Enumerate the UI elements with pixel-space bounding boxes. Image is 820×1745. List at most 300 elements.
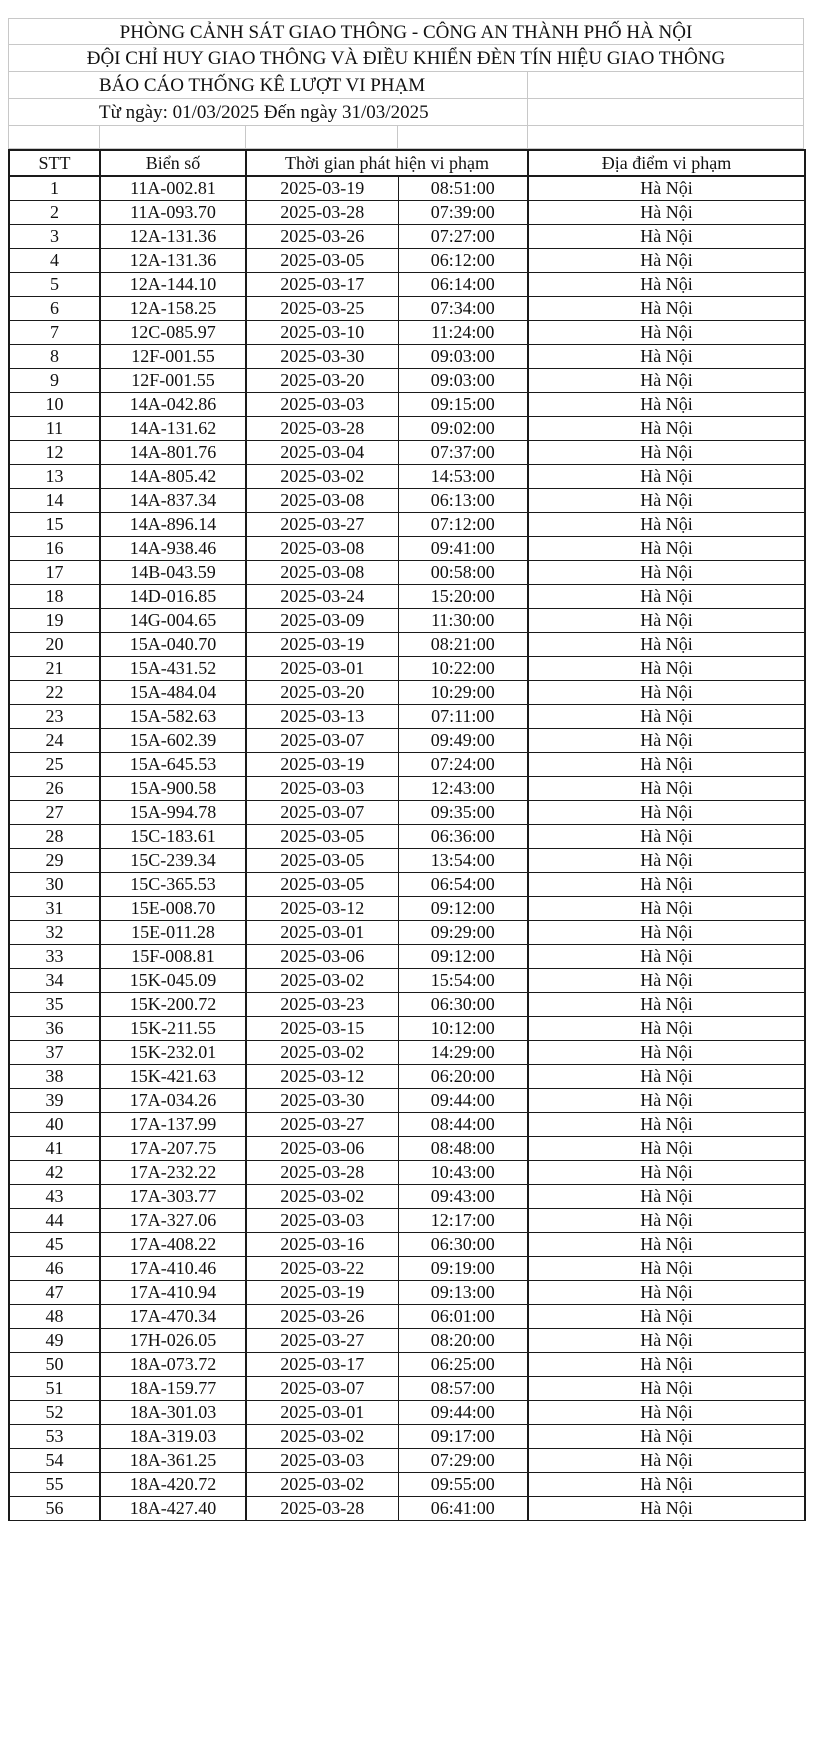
row-time: 06:25:00 <box>398 1352 528 1376</box>
table-row <box>9 1400 805 1424</box>
row-index: 43 <box>9 1184 100 1208</box>
row-date: 2025-03-02 <box>246 1472 398 1496</box>
row-date: 2025-03-01 <box>246 920 398 944</box>
table-row <box>9 944 805 968</box>
row-plate: 17A-470.34 <box>100 1304 246 1328</box>
row-plate: 15K-045.09 <box>100 968 246 992</box>
row-location: Hà Nội <box>528 824 805 848</box>
row-time: 07:11:00 <box>398 704 528 728</box>
row-time: 10:12:00 <box>398 1016 528 1040</box>
row-date: 2025-03-17 <box>246 272 398 296</box>
row-index: 25 <box>9 752 100 776</box>
row-plate: 12A-158.25 <box>100 296 246 320</box>
row-index: 31 <box>9 896 100 920</box>
row-time: 06:13:00 <box>398 488 528 512</box>
row-time: 10:22:00 <box>398 656 528 680</box>
row-plate: 17A-410.46 <box>100 1256 246 1280</box>
row-index: 53 <box>9 1424 100 1448</box>
row-plate: 17A-410.94 <box>100 1280 246 1304</box>
row-date: 2025-03-12 <box>246 1064 398 1088</box>
table-row <box>9 608 805 632</box>
row-location: Hà Nội <box>528 1304 805 1328</box>
row-time: 08:48:00 <box>398 1136 528 1160</box>
column-header-detected-time: Thời gian phát hiện vi phạm <box>246 150 528 176</box>
row-time: 07:29:00 <box>398 1448 528 1472</box>
row-date: 2025-03-02 <box>246 1184 398 1208</box>
table-row <box>9 224 805 248</box>
column-header-index: STT <box>9 150 100 176</box>
table-row <box>9 584 805 608</box>
table-row <box>9 200 805 224</box>
row-index: 51 <box>9 1376 100 1400</box>
table-row <box>9 512 805 536</box>
row-date: 2025-03-08 <box>246 560 398 584</box>
row-location: Hà Nội <box>528 464 805 488</box>
row-time: 06:20:00 <box>398 1064 528 1088</box>
row-plate: 17A-207.75 <box>100 1136 246 1160</box>
row-plate: 15A-602.39 <box>100 728 246 752</box>
row-plate: 12A-131.36 <box>100 224 246 248</box>
row-time: 13:54:00 <box>398 848 528 872</box>
grid-line <box>99 126 100 148</box>
row-plate: 15F-008.81 <box>100 944 246 968</box>
row-time: 09:03:00 <box>398 368 528 392</box>
row-location: Hà Nội <box>528 224 805 248</box>
table-row <box>9 896 805 920</box>
row-location: Hà Nội <box>528 344 805 368</box>
row-plate: 11A-002.81 <box>100 176 246 200</box>
table-row <box>9 680 805 704</box>
row-plate: 14A-131.62 <box>100 416 246 440</box>
row-date: 2025-03-07 <box>246 728 398 752</box>
row-date: 2025-03-07 <box>246 800 398 824</box>
row-location: Hà Nội <box>528 800 805 824</box>
table-row <box>9 1496 805 1520</box>
row-index: 46 <box>9 1256 100 1280</box>
row-plate: 14B-043.59 <box>100 560 246 584</box>
row-plate: 18A-159.77 <box>100 1376 246 1400</box>
row-date: 2025-03-03 <box>246 776 398 800</box>
table-row <box>9 848 805 872</box>
grid-line <box>397 126 398 148</box>
row-time: 07:37:00 <box>398 440 528 464</box>
row-plate: 14A-801.76 <box>100 440 246 464</box>
row-location: Hà Nội <box>528 1160 805 1184</box>
row-date: 2025-03-02 <box>246 1040 398 1064</box>
violation-table <box>8 149 806 1521</box>
table-row <box>9 1352 805 1376</box>
row-location: Hà Nội <box>528 632 805 656</box>
row-time: 06:54:00 <box>398 872 528 896</box>
row-date: 2025-03-17 <box>246 1352 398 1376</box>
row-location: Hà Nội <box>528 368 805 392</box>
row-index: 16 <box>9 536 100 560</box>
row-index: 11 <box>9 416 100 440</box>
row-plate: 14A-896.14 <box>100 512 246 536</box>
header-row-1 <box>8 18 804 45</box>
row-time: 06:36:00 <box>398 824 528 848</box>
row-location: Hà Nội <box>528 656 805 680</box>
row-location: Hà Nội <box>528 1424 805 1448</box>
table-row <box>9 440 805 464</box>
row-location: Hà Nội <box>528 1232 805 1256</box>
row-plate: 17A-303.77 <box>100 1184 246 1208</box>
row-time: 09:55:00 <box>398 1472 528 1496</box>
row-plate: 15E-011.28 <box>100 920 246 944</box>
row-time: 09:49:00 <box>398 728 528 752</box>
row-plate: 15A-645.53 <box>100 752 246 776</box>
row-plate: 14A-805.42 <box>100 464 246 488</box>
row-plate: 12F-001.55 <box>100 344 246 368</box>
row-date: 2025-03-20 <box>246 368 398 392</box>
row-location: Hà Nội <box>528 1400 805 1424</box>
row-plate: 14A-938.46 <box>100 536 246 560</box>
header-row-empty <box>8 126 804 149</box>
row-time: 00:58:00 <box>398 560 528 584</box>
table-row <box>9 800 805 824</box>
row-index: 41 <box>9 1136 100 1160</box>
row-index: 17 <box>9 560 100 584</box>
row-plate: 15A-040.70 <box>100 632 246 656</box>
row-index: 3 <box>9 224 100 248</box>
row-plate: 14A-042.86 <box>100 392 246 416</box>
row-plate: 12A-144.10 <box>100 272 246 296</box>
row-index: 18 <box>9 584 100 608</box>
table-row <box>9 656 805 680</box>
row-location: Hà Nội <box>528 440 805 464</box>
row-date: 2025-03-19 <box>246 1280 398 1304</box>
row-index: 7 <box>9 320 100 344</box>
row-time: 09:35:00 <box>398 800 528 824</box>
row-date: 2025-03-05 <box>246 872 398 896</box>
row-index: 10 <box>9 392 100 416</box>
row-time: 09:12:00 <box>398 944 528 968</box>
row-index: 28 <box>9 824 100 848</box>
table-row <box>9 1112 805 1136</box>
row-location: Hà Nội <box>528 1016 805 1040</box>
table-row <box>9 1088 805 1112</box>
row-time: 09:03:00 <box>398 344 528 368</box>
table-row <box>9 416 805 440</box>
row-plate: 15A-994.78 <box>100 800 246 824</box>
row-date: 2025-03-09 <box>246 608 398 632</box>
table-row <box>9 752 805 776</box>
org-line-2: ĐỘI CHỈ HUY GIAO THÔNG VÀ ĐIỀU KHIỂN ĐÈN TÍN HIỆU GIAO THÔNG <box>86 48 726 69</box>
table-row <box>9 1208 805 1232</box>
row-plate: 15A-431.52 <box>100 656 246 680</box>
grid-line <box>527 99 528 125</box>
table-row <box>9 1472 805 1496</box>
row-location: Hà Nội <box>528 560 805 584</box>
row-index: 2 <box>9 200 100 224</box>
row-index: 22 <box>9 680 100 704</box>
row-location: Hà Nội <box>528 1208 805 1232</box>
row-time: 10:43:00 <box>398 1160 528 1184</box>
row-time: 15:54:00 <box>398 968 528 992</box>
row-time: 14:29:00 <box>398 1040 528 1064</box>
row-date: 2025-03-02 <box>246 1424 398 1448</box>
row-time: 09:13:00 <box>398 1280 528 1304</box>
row-location: Hà Nội <box>528 872 805 896</box>
row-plate: 15A-484.04 <box>100 680 246 704</box>
row-plate: 18A-073.72 <box>100 1352 246 1376</box>
table-row <box>9 1232 805 1256</box>
row-index: 55 <box>9 1472 100 1496</box>
row-index: 14 <box>9 488 100 512</box>
row-date: 2025-03-03 <box>246 1448 398 1472</box>
row-index: 38 <box>9 1064 100 1088</box>
row-time: 09:19:00 <box>398 1256 528 1280</box>
row-index: 9 <box>9 368 100 392</box>
row-index: 39 <box>9 1088 100 1112</box>
row-plate: 18A-319.03 <box>100 1424 246 1448</box>
row-index: 12 <box>9 440 100 464</box>
row-time: 07:12:00 <box>398 512 528 536</box>
row-location: Hà Nội <box>528 1136 805 1160</box>
table-row <box>9 1424 805 1448</box>
row-index: 54 <box>9 1448 100 1472</box>
row-date: 2025-03-26 <box>246 1304 398 1328</box>
row-date: 2025-03-26 <box>246 224 398 248</box>
row-date: 2025-03-08 <box>246 536 398 560</box>
table-header-row <box>9 150 805 176</box>
row-date: 2025-03-24 <box>246 584 398 608</box>
row-time: 09:41:00 <box>398 536 528 560</box>
row-time: 09:17:00 <box>398 1424 528 1448</box>
row-date: 2025-03-01 <box>246 1400 398 1424</box>
row-date: 2025-03-19 <box>246 176 398 200</box>
row-index: 23 <box>9 704 100 728</box>
table-row <box>9 1160 805 1184</box>
row-plate: 12F-001.55 <box>100 368 246 392</box>
row-time: 11:30:00 <box>398 608 528 632</box>
row-plate: 12C-085.97 <box>100 320 246 344</box>
row-index: 20 <box>9 632 100 656</box>
row-location: Hà Nội <box>528 272 805 296</box>
row-index: 42 <box>9 1160 100 1184</box>
row-index: 1 <box>9 176 100 200</box>
row-plate: 15K-232.01 <box>100 1040 246 1064</box>
column-header-location: Địa điểm vi phạm <box>528 150 805 176</box>
row-plate: 15A-582.63 <box>100 704 246 728</box>
column-header-plate: Biển số <box>100 150 246 176</box>
row-plate: 14D-016.85 <box>100 584 246 608</box>
row-location: Hà Nội <box>528 752 805 776</box>
row-time: 06:41:00 <box>398 1496 528 1520</box>
row-location: Hà Nội <box>528 1112 805 1136</box>
date-range: Từ ngày: 01/03/2025 Đến ngày 31/03/2025 <box>99 102 429 123</box>
row-index: 34 <box>9 968 100 992</box>
row-plate: 18A-361.25 <box>100 1448 246 1472</box>
row-location: Hà Nội <box>528 488 805 512</box>
row-location: Hà Nội <box>528 1088 805 1112</box>
row-date: 2025-03-01 <box>246 656 398 680</box>
row-time: 08:57:00 <box>398 1376 528 1400</box>
row-location: Hà Nội <box>528 536 805 560</box>
table-row <box>9 1136 805 1160</box>
row-location: Hà Nội <box>528 968 805 992</box>
table-row <box>9 1376 805 1400</box>
row-location: Hà Nội <box>528 776 805 800</box>
row-location: Hà Nội <box>528 608 805 632</box>
row-plate: 15A-900.58 <box>100 776 246 800</box>
row-index: 8 <box>9 344 100 368</box>
row-time: 11:24:00 <box>398 320 528 344</box>
row-plate: 15C-183.61 <box>100 824 246 848</box>
row-location: Hà Nội <box>528 1040 805 1064</box>
row-index: 44 <box>9 1208 100 1232</box>
table-row <box>9 1280 805 1304</box>
row-date: 2025-03-12 <box>246 896 398 920</box>
table-row <box>9 464 805 488</box>
row-time: 12:43:00 <box>398 776 528 800</box>
row-index: 30 <box>9 872 100 896</box>
row-index: 48 <box>9 1304 100 1328</box>
row-index: 49 <box>9 1328 100 1352</box>
row-plate: 15E-008.70 <box>100 896 246 920</box>
row-location: Hà Nội <box>528 1496 805 1520</box>
row-location: Hà Nội <box>528 1376 805 1400</box>
table-row <box>9 1040 805 1064</box>
row-plate: 17A-232.22 <box>100 1160 246 1184</box>
row-index: 33 <box>9 944 100 968</box>
row-time: 15:20:00 <box>398 584 528 608</box>
row-date: 2025-03-16 <box>246 1232 398 1256</box>
row-date: 2025-03-27 <box>246 512 398 536</box>
header-row-4 <box>8 99 804 126</box>
table-row <box>9 368 805 392</box>
row-location: Hà Nội <box>528 1064 805 1088</box>
row-plate: 17H-026.05 <box>100 1328 246 1352</box>
row-plate: 11A-093.70 <box>100 200 246 224</box>
row-date: 2025-03-08 <box>246 488 398 512</box>
row-plate: 15K-211.55 <box>100 1016 246 1040</box>
row-location: Hà Nội <box>528 1472 805 1496</box>
row-date: 2025-03-06 <box>246 944 398 968</box>
row-plate: 17A-137.99 <box>100 1112 246 1136</box>
row-date: 2025-03-07 <box>246 1376 398 1400</box>
table-row <box>9 536 805 560</box>
row-time: 07:27:00 <box>398 224 528 248</box>
row-date: 2025-03-15 <box>246 1016 398 1040</box>
row-date: 2025-03-04 <box>246 440 398 464</box>
row-time: 07:24:00 <box>398 752 528 776</box>
table-row <box>9 728 805 752</box>
table-row <box>9 1184 805 1208</box>
row-index: 24 <box>9 728 100 752</box>
table-row <box>9 176 805 200</box>
row-location: Hà Nội <box>528 416 805 440</box>
row-date: 2025-03-23 <box>246 992 398 1016</box>
row-time: 06:30:00 <box>398 992 528 1016</box>
row-index: 47 <box>9 1280 100 1304</box>
row-index: 40 <box>9 1112 100 1136</box>
row-location: Hà Nội <box>528 704 805 728</box>
table-row <box>9 248 805 272</box>
row-time: 14:53:00 <box>398 464 528 488</box>
row-plate: 17A-327.06 <box>100 1208 246 1232</box>
row-date: 2025-03-28 <box>246 200 398 224</box>
row-index: 5 <box>9 272 100 296</box>
table-row <box>9 632 805 656</box>
table-row <box>9 872 805 896</box>
row-index: 29 <box>9 848 100 872</box>
row-date: 2025-03-05 <box>246 824 398 848</box>
row-date: 2025-03-25 <box>246 296 398 320</box>
table-row <box>9 1016 805 1040</box>
table-row <box>9 992 805 1016</box>
row-plate: 15K-421.63 <box>100 1064 246 1088</box>
row-location: Hà Nội <box>528 848 805 872</box>
row-plate: 14A-837.34 <box>100 488 246 512</box>
row-plate: 12A-131.36 <box>100 248 246 272</box>
row-date: 2025-03-02 <box>246 968 398 992</box>
row-index: 15 <box>9 512 100 536</box>
grid-line <box>245 126 246 148</box>
row-time: 09:15:00 <box>398 392 528 416</box>
grid-line <box>527 72 528 98</box>
row-plate: 18A-301.03 <box>100 1400 246 1424</box>
row-time: 06:01:00 <box>398 1304 528 1328</box>
row-time: 09:29:00 <box>398 920 528 944</box>
row-plate: 17A-034.26 <box>100 1088 246 1112</box>
row-time: 12:17:00 <box>398 1208 528 1232</box>
header-row-3 <box>8 72 804 99</box>
row-location: Hà Nội <box>528 1352 805 1376</box>
report-sheet <box>8 18 804 1521</box>
row-location: Hà Nội <box>528 1448 805 1472</box>
table-row <box>9 344 805 368</box>
row-location: Hà Nội <box>528 1184 805 1208</box>
row-index: 27 <box>9 800 100 824</box>
row-date: 2025-03-28 <box>246 1160 398 1184</box>
row-index: 45 <box>9 1232 100 1256</box>
table-row <box>9 1304 805 1328</box>
row-index: 36 <box>9 1016 100 1040</box>
row-date: 2025-03-05 <box>246 248 398 272</box>
header-row-2 <box>8 45 804 72</box>
table-row <box>9 1328 805 1352</box>
row-plate: 15K-200.72 <box>100 992 246 1016</box>
table-row <box>9 920 805 944</box>
table-row <box>9 320 805 344</box>
row-date: 2025-03-19 <box>246 752 398 776</box>
row-location: Hà Nội <box>528 1256 805 1280</box>
row-location: Hà Nội <box>528 944 805 968</box>
row-time: 09:44:00 <box>398 1088 528 1112</box>
row-time: 08:51:00 <box>398 176 528 200</box>
row-index: 52 <box>9 1400 100 1424</box>
row-time: 08:20:00 <box>398 1328 528 1352</box>
row-index: 56 <box>9 1496 100 1520</box>
row-date: 2025-03-28 <box>246 416 398 440</box>
report-title: BÁO CÁO THỐNG KÊ LƯỢT VI PHẠM <box>99 75 426 96</box>
row-time: 07:34:00 <box>398 296 528 320</box>
row-location: Hà Nội <box>528 176 805 200</box>
row-date: 2025-03-27 <box>246 1328 398 1352</box>
row-time: 06:14:00 <box>398 272 528 296</box>
row-location: Hà Nội <box>528 992 805 1016</box>
table-row <box>9 1064 805 1088</box>
row-location: Hà Nội <box>528 512 805 536</box>
row-plate: 18A-427.40 <box>100 1496 246 1520</box>
row-plate: 15C-365.53 <box>100 872 246 896</box>
row-date: 2025-03-19 <box>246 632 398 656</box>
row-time: 09:02:00 <box>398 416 528 440</box>
row-location: Hà Nội <box>528 320 805 344</box>
row-date: 2025-03-05 <box>246 848 398 872</box>
table-row <box>9 704 805 728</box>
